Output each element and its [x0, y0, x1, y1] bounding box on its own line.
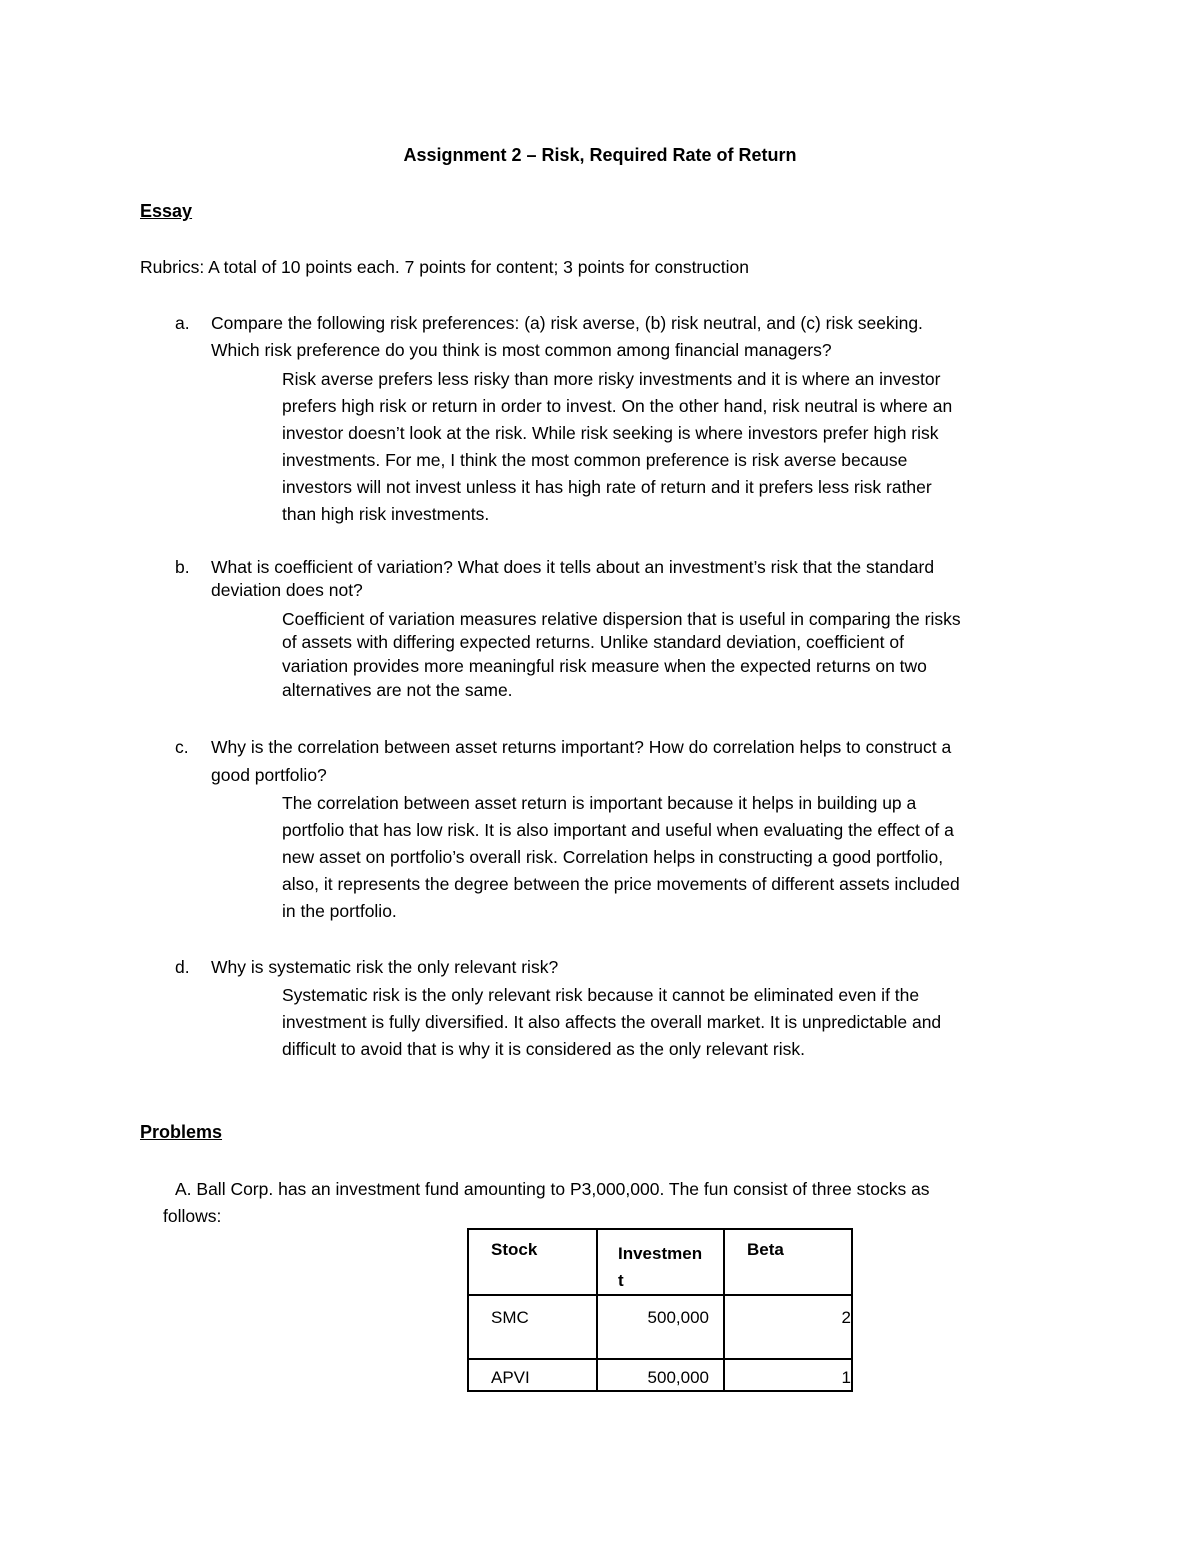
header-investment-part2: t [618, 1271, 624, 1290]
investment-value: 500,000 [647, 1368, 709, 1387]
question-text-line: Compare the following risk preferences: (a) risk averse, (b) risk neutral, and (c) risk seeking. [211, 313, 923, 333]
problem-a-text-line: follows: [163, 1206, 222, 1226]
stock-table [467, 1228, 853, 1392]
essay-heading: Essay [140, 201, 193, 221]
problem-a-text-line: A. Ball Corp. has an investment fund amounting to P3,000,000. The fun consist of three stocks as [175, 1179, 930, 1199]
answer-line: investors will not invest unless it has high rate of return and it prefers less risk rather [282, 477, 932, 497]
beta-value: 1 [841, 1368, 851, 1387]
table-header-cell [468, 1229, 597, 1295]
answer-line: Risk averse prefers less risky than more risky investments and it is where an investor [282, 369, 941, 389]
answer-line: prefers high risk or return in order to invest. On the other hand, risk neutral is where an [282, 396, 953, 416]
question-text-line: Why is the correlation between asset returns important? How do correlation helps to construct a [211, 737, 952, 757]
answer-line: than high risk investments. [282, 504, 490, 524]
rubrics-text: Rubrics: A total of 10 points each. 7 points for content; 3 points for construction [140, 257, 749, 277]
document-title: Assignment 2 – Risk, Required Rate of Return [403, 145, 797, 165]
question-text-line: What is coefficient of variation? What does it tells about an investment’s risk that the standard [211, 557, 935, 577]
cell-investment [597, 1359, 724, 1391]
answer-line: The correlation between asset return is important because it helps in building up a [282, 793, 917, 813]
cell-beta [724, 1359, 852, 1391]
header-beta: Beta [747, 1240, 784, 1259]
question-text-line: Which risk preference do you think is most common among financial managers? [211, 340, 832, 360]
table-row [468, 1295, 852, 1359]
cell-beta [724, 1295, 852, 1359]
answer-line: portfolio that has low risk. It is also important and useful when evaluating the effect of a [282, 820, 954, 840]
answer-line: difficult to avoid that is why it is considered as the only relevant risk. [282, 1039, 805, 1059]
table-header-row [468, 1229, 852, 1295]
cell-stock [468, 1359, 597, 1391]
question-text-line: deviation does not? [211, 580, 363, 600]
table-header-cell [724, 1229, 852, 1295]
answer-line: Systematic risk is the only relevant risk because it cannot be eliminated even if the [282, 985, 920, 1005]
stock-name: APVI [491, 1368, 530, 1387]
question-letter: d. [175, 957, 190, 977]
stock-name: SMC [491, 1308, 529, 1327]
header-investment [598, 1230, 723, 1294]
cell-investment [597, 1295, 724, 1359]
header-stock: Stock [491, 1240, 538, 1259]
answer-line: investment is fully diversified. It also affects the overall market. It is unpredictable and [282, 1012, 942, 1032]
table-row [468, 1359, 852, 1391]
beta-value: 2 [841, 1308, 851, 1327]
answer-line: alternatives are not the same. [282, 680, 513, 700]
answer-line: investor doesn’t look at the risk. While risk seeking is where investors prefer high risk [282, 423, 939, 443]
header-investment-part1: Investmen [618, 1244, 703, 1263]
answer-line: new asset on portfolio’s overall risk. Correlation helps in constructing a good portfolio, [282, 847, 944, 867]
question-letter: c. [175, 737, 189, 757]
answer-line: investments. For me, I think the most common preference is risk averse because [282, 450, 908, 470]
answer-line: in the portfolio. [282, 901, 397, 921]
answer-line: of assets with differing expected returns. Unlike standard deviation, coefficient of [282, 632, 904, 652]
question-letter: a. [175, 313, 190, 333]
question-text-line: good portfolio? [211, 765, 327, 785]
question-letter: b. [175, 557, 190, 577]
problems-heading: Problems [140, 1122, 223, 1142]
answer-line: Coefficient of variation measures relative dispersion that is useful in comparing the risks [282, 609, 961, 629]
cell-stock [468, 1295, 597, 1359]
investment-value: 500,000 [647, 1308, 709, 1327]
table-header-cell [597, 1229, 724, 1295]
question-text-line: Why is systematic risk the only relevant risk? [211, 957, 559, 977]
answer-line: variation provides more meaningful risk measure when the expected returns on two [282, 656, 927, 676]
answer-line: also, it represents the degree between the price movements of different assets included [282, 874, 960, 894]
